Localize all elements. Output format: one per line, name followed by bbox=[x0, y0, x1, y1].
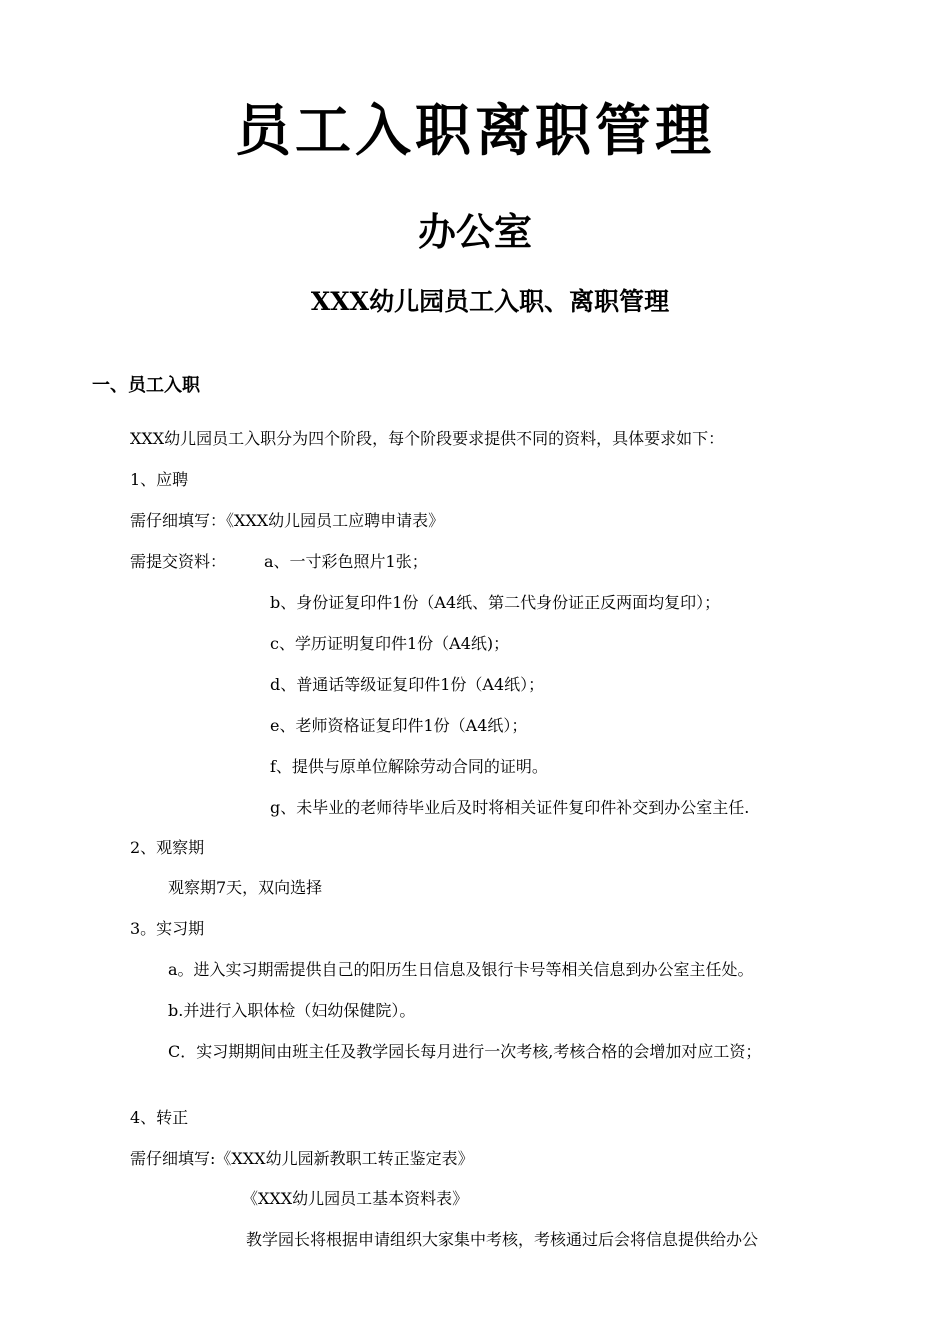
step4-label: 4、转正 bbox=[130, 1108, 189, 1127]
step1-label: 1、应聘 bbox=[130, 470, 189, 489]
step3-item: a。进入实习期需提供自己的阳历生日信息及银行卡号等相关信息到办公室主任处。 bbox=[168, 960, 754, 979]
step3-item: C．实习期期间由班主任及教学园长每月进行一次考核,考核合格的会增加对应工资； bbox=[168, 1042, 762, 1061]
sub-title: 办公室 bbox=[417, 210, 532, 254]
material-item: g、未毕业的老师待毕业后及时将相关证件复印件补交到办公室主任. bbox=[270, 798, 750, 817]
step2-text: 观察期7天，双向选择 bbox=[168, 878, 323, 897]
step4-fill-form: 需仔细填写:《XXX幼儿园新教职工转正鉴定表》 bbox=[130, 1149, 474, 1168]
main-title: 员工入职离职管理 bbox=[235, 99, 715, 164]
step4-text: 教学园长将根据申请组织大家集中考核，考核通过后会将信息提供给办公 bbox=[246, 1230, 759, 1249]
material-item: b、身份证复印件1份（A4纸、第二代身份证正反两面均复印）； bbox=[270, 593, 721, 612]
section-heading-onboarding: 一、员工入职 bbox=[92, 375, 200, 396]
step3-item: b.并进行入职体检（妇幼保健院）。 bbox=[168, 1001, 416, 1020]
material-item: a、一寸彩色照片1张； bbox=[264, 552, 428, 571]
material-item: e、老师资格证复印件1份（A4纸）； bbox=[270, 716, 528, 735]
step1-materials-label: 需提交资料： bbox=[130, 552, 227, 571]
document-title: XXX幼儿园员工入职、离职管理 bbox=[310, 287, 670, 316]
intro-paragraph: XXX幼儿园员工入职分为四个阶段，每个阶段要求提供不同的资料，具体要求如下： bbox=[130, 429, 725, 448]
step4-form2: 《XXX幼儿园员工基本资料表》 bbox=[242, 1189, 469, 1208]
step1-fill-form: 需仔细填写：《XXX幼儿园员工应聘申请表》 bbox=[130, 511, 445, 530]
step3-label: 3。实习期 bbox=[130, 919, 205, 938]
material-item: c、学历证明复印件1份（A4纸)； bbox=[270, 634, 510, 653]
material-item: f、提供与原单位解除劳动合同的证明。 bbox=[270, 757, 548, 776]
step2-label: 2、观察期 bbox=[130, 838, 205, 857]
material-item: d、普通话等级证复印件1份（A4纸）； bbox=[270, 675, 545, 694]
